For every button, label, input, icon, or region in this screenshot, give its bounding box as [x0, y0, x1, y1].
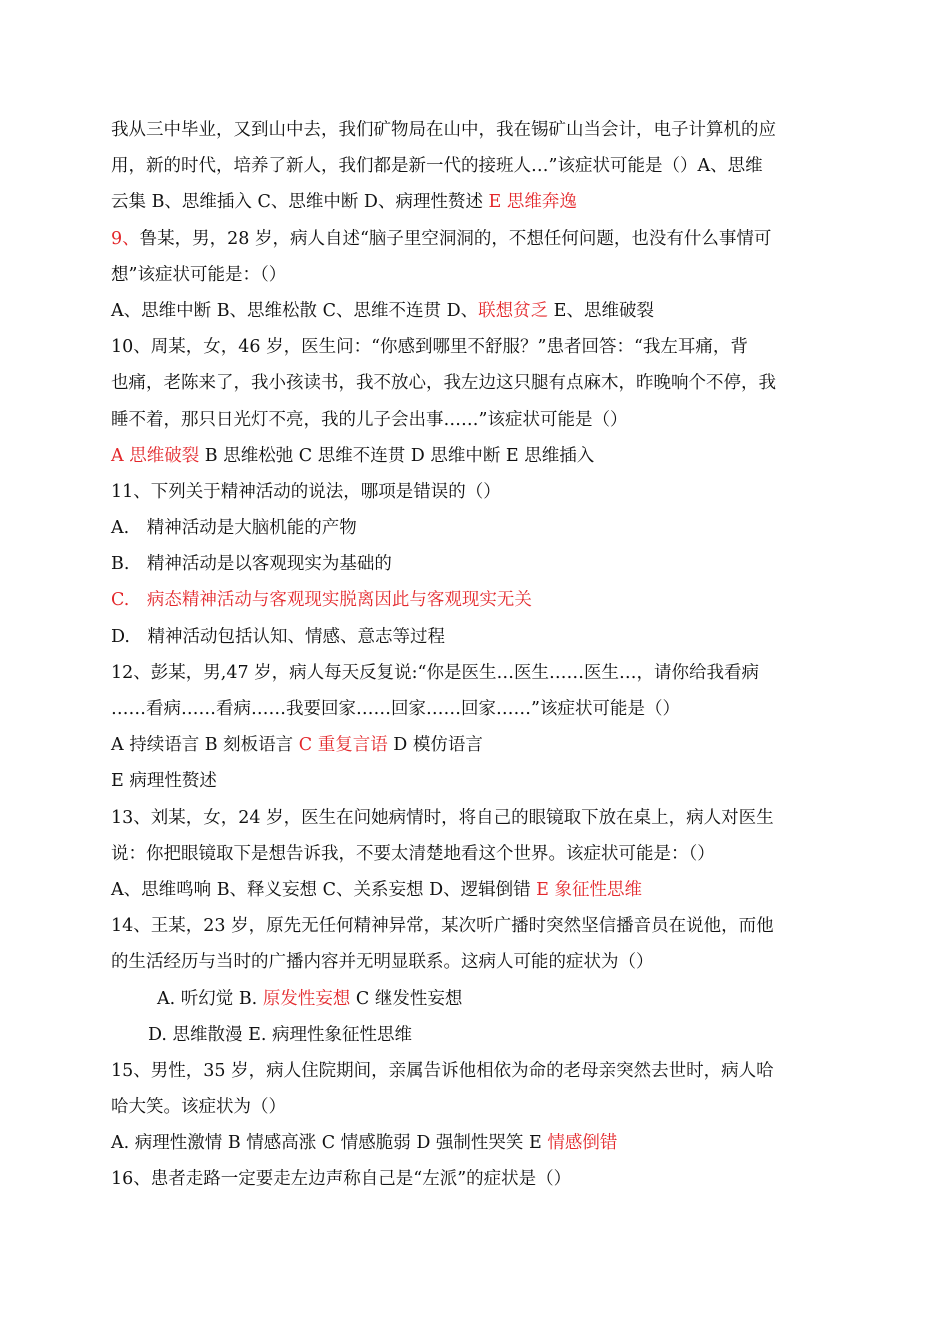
- text-segment: 15、男性，35 岁，病人住院期间，亲属告诉他相依为命的老母亲突然去世时，病人哈: [111, 1060, 774, 1081]
- text-segment: E 病理性赘述: [111, 771, 217, 792]
- text-segment: 13、刘某，女，24 岁，医生在问她病情时，将自己的眼镜取下放在桌上，病人对医生: [111, 807, 774, 828]
- text-segment: 云集 B、思维插入 C、思维中断 D、病理性赘述: [111, 192, 489, 213]
- text-segment: B 思维松弛 C 思维不连贯 D 思维中断 E 思维插入: [199, 445, 595, 466]
- text-line: [111, 365, 841, 401]
- text-segment: 说：你把眼镜取下是想告诉我，不要太清楚地看这个世界。该症状可能是：（）: [111, 843, 715, 864]
- text-segment: A. 听幻觉 B.: [157, 988, 263, 1009]
- text-segment: A. 病理性激情 B 情感高涨 C 情感脆弱 D 强制性哭笑 E: [111, 1133, 548, 1154]
- highlighted-answer: 9、: [111, 228, 140, 249]
- text-segment: 鲁某，男，28 岁，病人自述“脑子里空洞洞的，不想任何问题，也没有什么事情可: [139, 228, 772, 249]
- text-segment: 哈大笑。该症状为（）: [111, 1097, 286, 1118]
- text-line: [111, 1053, 841, 1089]
- question-text-body: [111, 112, 841, 1198]
- highlighted-answer: E 思维奔逸: [488, 192, 577, 213]
- text-line: [111, 510, 841, 546]
- text-line: [111, 257, 841, 293]
- text-line: [111, 474, 841, 510]
- text-line: [111, 221, 841, 257]
- text-segment: 16、患者走路一定要走左边声称自己是“左派”的症状是（）: [111, 1169, 572, 1190]
- text-line: [111, 402, 841, 438]
- text-line: [111, 691, 841, 727]
- text-segment: D 模仿语言: [387, 735, 483, 756]
- text-segment: 11、下列关于精神活动的说法，哪项是错误的（）: [111, 481, 501, 502]
- text-segment: B. 精神活动是以客观现实为基础的: [111, 554, 392, 575]
- text-line: [111, 981, 841, 1017]
- text-segment: 10、周某，女，46 岁，医生问：“你感到哪里不舒服？”患者回答：“我左耳痛，背: [111, 337, 748, 358]
- text-line: [111, 546, 841, 582]
- text-segment: 用，新的时代，培养了新人，我们都是新一代的接班人…”该症状可能是（）A、思维: [111, 156, 763, 177]
- text-line: [111, 619, 841, 655]
- text-line: [111, 1089, 841, 1125]
- text-line: [111, 763, 841, 799]
- text-segment: 想”该症状可能是：（）: [111, 264, 287, 285]
- text-line: [111, 872, 841, 908]
- text-line: [111, 1125, 841, 1161]
- text-segment: 也痛，老陈来了，我小孩读书，我不放心，我左边这只腿有点麻木，昨晚响个不停，我: [111, 373, 776, 394]
- highlighted-answer: 原发性妄想: [262, 988, 351, 1009]
- text-segment: A、思维鸣响 B、释义妄想 C、关系妄想 D、逻辑倒错: [111, 879, 537, 900]
- text-segment: A 持续语言 B 刻板语言: [111, 735, 299, 756]
- text-line: [111, 944, 841, 980]
- text-segment: A、思维中断 B、思维松散 C、思维不连贯 D、: [111, 300, 479, 321]
- text-segment: 14、王某，23 岁，原先无任何精神异常，某次听广播时突然坚信播音员在说他，而他: [111, 916, 774, 937]
- highlighted-answer: 病态精神活动与客观现实脱离因此与客观现实无关: [146, 590, 532, 611]
- text-line: [111, 293, 841, 329]
- text-segment: D. 思维散漫 E. 病理性象征性思维: [148, 1024, 412, 1045]
- text-segment: ……看病……看病……我要回家……回家……回家……”该症状可能是（）: [111, 699, 680, 719]
- text-line: [111, 1017, 841, 1053]
- highlighted-answer: 情感倒错: [547, 1133, 618, 1154]
- text-line: [111, 112, 841, 148]
- text-line: [111, 148, 841, 184]
- text-line: [111, 1161, 841, 1197]
- text-line: [111, 727, 841, 763]
- text-line: [111, 582, 841, 618]
- text-line: [111, 329, 841, 365]
- highlighted-answer: C 重复言语: [298, 735, 388, 756]
- text-segment: 的生活经历与当时的广播内容并无明显联系。这病人可能的症状为（）: [111, 952, 654, 973]
- highlighted-answer: 联想贫乏: [478, 300, 549, 321]
- text-line: [111, 836, 841, 872]
- highlighted-answer: C.: [111, 590, 147, 611]
- text-line: [111, 438, 841, 474]
- text-segment: E、思维破裂: [548, 300, 654, 321]
- text-segment: A. 精神活动是大脑机能的产物: [111, 518, 357, 539]
- highlighted-answer: E 象征性思维: [536, 879, 643, 900]
- text-segment: 12、彭某，男,47 岁，病人每天反复说:“你是医生…医生……医生…，请你给我看病: [111, 662, 760, 683]
- text-line: [111, 655, 841, 691]
- text-segment: C 继发性妄想: [350, 988, 463, 1009]
- text-line: [111, 800, 841, 836]
- highlighted-answer: A 思维破裂: [111, 445, 200, 466]
- text-line: [111, 184, 841, 220]
- text-segment: 我从三中毕业，又到山中去，我们矿物局在山中，我在锡矿山当会计，电子计算机的应: [111, 120, 776, 140]
- text-segment: D. 精神活动包括认知、情感、意志等过程: [111, 626, 445, 647]
- text-line: [111, 908, 841, 944]
- text-segment: 睡不着，那只日光灯不亮，我的儿子会出事……”该症状可能是（）: [111, 409, 628, 430]
